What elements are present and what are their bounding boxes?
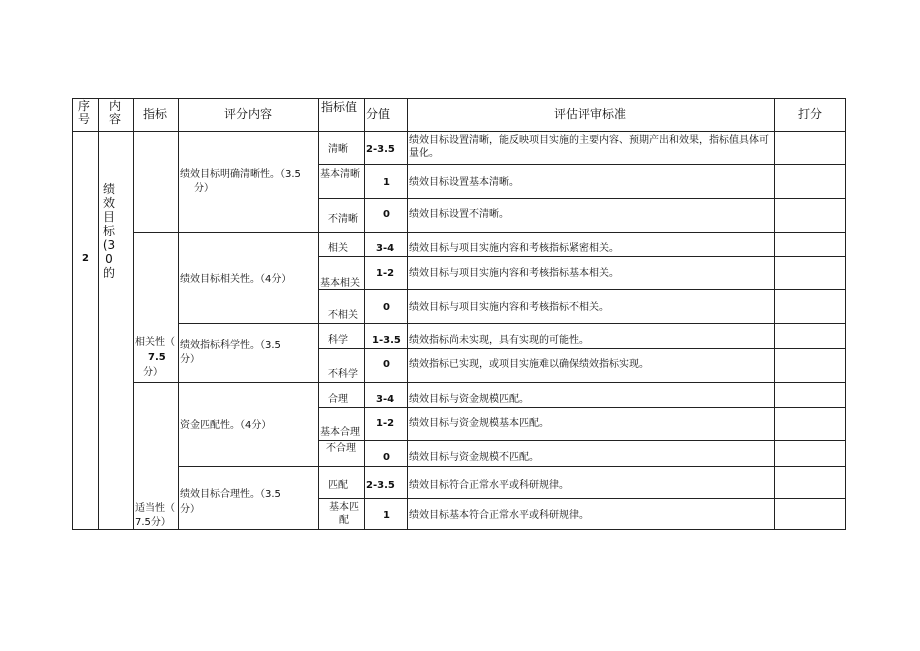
row-standard: 绩效目标设置不清晰。 — [409, 209, 509, 220]
criteria-reasonable-line2: 分） — [180, 504, 200, 515]
row-value: 相关 — [328, 243, 348, 254]
row-divider — [318, 198, 846, 199]
row-value: 基本清晰 — [320, 169, 360, 180]
row-value: 不相关 — [328, 310, 358, 321]
col-divider — [178, 98, 179, 530]
content-label: 绩效目标(30的 — [102, 182, 116, 280]
indicator-relevance-line2: 7.5 — [148, 352, 166, 363]
row-standard: 绩效目标与项目实施内容和考核指标基本相关。 — [409, 268, 619, 279]
row-standard: 绩效目标与资金规模基本匹配。 — [409, 418, 549, 429]
table-border-right — [845, 98, 846, 530]
row-standard: 绩效目标设置基本清晰。 — [409, 177, 519, 188]
col-divider — [133, 98, 134, 530]
table-border-top — [72, 98, 846, 99]
header-seq: 序号 — [77, 99, 90, 126]
indicator-relevance-line1: 相关性（ — [135, 337, 175, 348]
row-score: 0 — [383, 452, 390, 463]
row-value: 清晰 — [328, 144, 348, 155]
row-standard: 绩效目标基本符合正常水平或科研规律。 — [409, 510, 589, 521]
row-divider — [178, 466, 846, 467]
row-value: 匹配 — [328, 480, 348, 491]
table-border-bottom — [72, 529, 846, 530]
header-score: 分值 — [366, 107, 391, 121]
criteria-relevance: 绩效目标相关性。（4分） — [180, 274, 292, 285]
row-value: 基本合理 — [320, 427, 360, 438]
row-divider — [318, 498, 846, 499]
row-score: 1-2 — [376, 268, 395, 279]
evaluation-table — [72, 98, 846, 530]
header-mark: 打分 — [798, 107, 823, 121]
header-value: 指标值 — [321, 100, 358, 114]
col-divider — [774, 98, 775, 530]
row-score: 1-3.5 — [372, 335, 401, 346]
row-value: 不合理 — [326, 443, 356, 454]
table-border-left — [72, 98, 73, 530]
row-divider — [318, 289, 846, 290]
row-standard: 绩效指标已实现，或项目实施难以确保绩效指标实现。 — [409, 359, 649, 370]
row-divider — [133, 232, 846, 233]
header-content: 内容 — [108, 99, 121, 126]
row-score: 3-4 — [376, 243, 395, 254]
row-standard: 绩效目标与项目实施内容和考核指标不相关。 — [409, 302, 609, 313]
criteria-funding: 资金匹配性。（4分） — [180, 420, 272, 431]
indicator-fitness-line2: 7.5分） — [135, 517, 171, 528]
row-divider — [133, 382, 846, 383]
criteria-reasonable-line1: 绩效目标合理性。（3.5 — [180, 489, 281, 500]
row-divider — [318, 164, 846, 165]
row-divider — [178, 323, 846, 324]
row-standard: 绩效指标尚未实现，具有实现的可能性。 — [409, 335, 589, 346]
row-standard: 绩效目标符合正常水平或科研规律。 — [409, 480, 569, 491]
header-standard: 评估评审标准 — [554, 107, 627, 121]
criteria-scientific-line2: 分） — [180, 354, 200, 365]
row-divider — [318, 440, 846, 441]
seq-number: 2 — [82, 253, 89, 264]
row-value: 基本相关 — [320, 278, 360, 289]
row-score: 1-2 — [376, 418, 395, 429]
indicator-fitness-line1: 适当性（ — [135, 503, 175, 514]
row-score: 0 — [383, 302, 390, 313]
row-score: 1 — [383, 177, 390, 188]
criteria-clarity-line2: 分） — [194, 183, 214, 194]
row-score: 3-4 — [376, 394, 395, 405]
criteria-clarity-line1: 绩效目标明确清晰性。（3.5 — [180, 169, 301, 180]
col-divider — [318, 98, 319, 530]
criteria-scientific-line1: 绩效指标科学性。（3.5 — [180, 340, 281, 351]
row-score: 1 — [383, 510, 390, 521]
header-divider — [72, 131, 846, 132]
row-value: 基本匹配 — [329, 502, 359, 526]
row-divider — [318, 256, 846, 257]
row-standard: 绩效目标设置清晰，能反映项目实施的主要内容、预期产出和效果，指标值具体可量化。 — [409, 135, 769, 159]
row-value: 合理 — [328, 394, 348, 405]
col-divider — [407, 98, 408, 530]
row-score: 2-3.5 — [366, 480, 395, 491]
row-value: 科学 — [328, 335, 348, 346]
header-criteria: 评分内容 — [224, 107, 273, 121]
row-standard: 绩效目标与资金规模不匹配。 — [409, 452, 539, 463]
row-divider — [318, 348, 846, 349]
row-standard: 绩效目标与资金规模匹配。 — [409, 394, 529, 405]
row-score: 0 — [383, 209, 390, 220]
col-divider — [364, 98, 365, 530]
row-score: 0 — [383, 359, 390, 370]
header-indicator: 指标 — [143, 107, 168, 121]
row-score: 2-3.5 — [366, 144, 395, 155]
row-value: 不科学 — [328, 369, 358, 380]
row-standard: 绩效目标与项目实施内容和考核指标紧密相关。 — [409, 243, 619, 254]
row-divider — [318, 407, 846, 408]
col-divider — [98, 98, 99, 530]
indicator-relevance-line3: 分） — [143, 367, 163, 378]
row-value: 不清晰 — [328, 214, 358, 225]
